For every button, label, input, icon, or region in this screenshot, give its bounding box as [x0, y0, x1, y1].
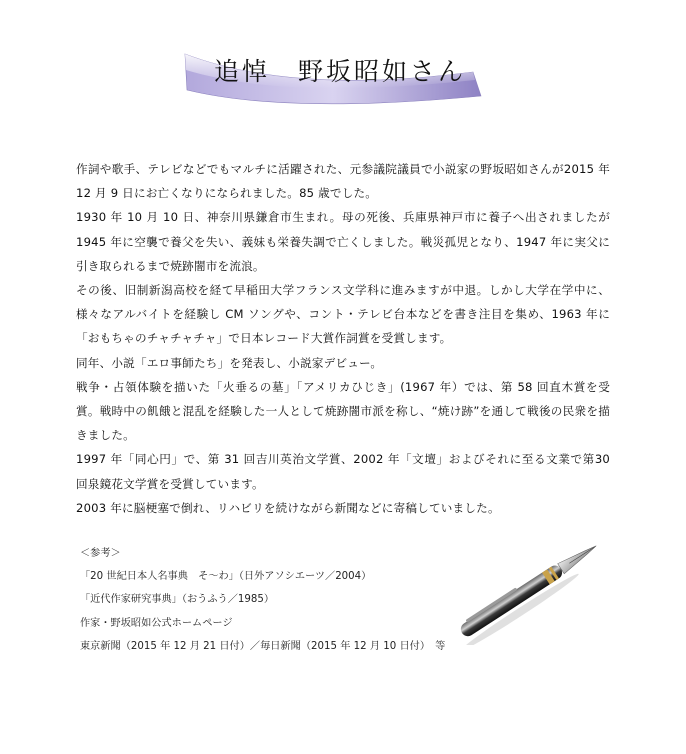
reference-item: 「近代作家研究事典」（おうふう／1985） — [80, 594, 275, 606]
references-section — [80, 542, 445, 658]
paragraph: 作詞や歌手、テレビなどでもマルチに活躍された、元参議院議員で小説家の野坂昭如さんが2015 年 12 月 9 日にお亡くなりになられました。85 歳でした。 — [76, 162, 610, 201]
paragraph: 1930 年 10 月 10 日、神奈川県鎌倉市生まれ。母の死後、兵庫県神戸市に養子へ出されましたが 1945 年に空襲で養父を失い、義妹も栄養失調で亡くしました。戦災孤児となり、1947 年に実父に引き取られるまで焼跡闇市を流浪。 — [76, 210, 610, 273]
article-body — [76, 157, 610, 520]
page-title: 追悼 野坂昭如さん — [214, 57, 467, 86]
paragraph: 1997 年「同心円」で、第 31 回吉川英治文学賞、2002 年「文壇」およびそれに至る文業で第30 回泉鏡花文学賞を受賞しています。 — [76, 452, 610, 491]
reference-item: 作家・野坂昭如公式ホームページ — [80, 617, 233, 629]
paragraph: 2003 年に脳梗塞で倒れ、リハビリを続けながら新聞などに寄稿していました。 — [76, 500, 500, 515]
paragraph: 戦争・占領体験を描いた「火垂るの墓」「アメリカひじき」(1967 年）では、第 58 回直木賞を受賞。戦時中の飢餓と混乱を経験した一人として焼跡闇市派を称し、“焼け跡”を通して戦後の民衆を描きました。 — [76, 379, 610, 443]
reference-item: 東京新聞（2015 年 12 月 21 日付）／毎日新聞（2015 年 12 月 10 日付） 等 — [80, 640, 446, 652]
references-heading: ＜参考＞ — [80, 548, 121, 559]
fountain-pen-icon — [450, 515, 630, 649]
paragraph: その後、旧制新潟高校を経て早稲田大学フランス文学科に進みますが中退。しかし大学在学中に、様々なアルバイトを経験し CM ソングや、コント・テレビ台本などを書き注目を集め、1963 年に「おもちゃのチャチャチャ」で日本レコード大賞作詞賞を受賞します。 — [76, 283, 610, 346]
reference-item: 「20 世紀日本人名事典 そ〜わ」（日外アソシエーツ／2004） — [80, 571, 372, 583]
paragraph: 同年、小説「エロ事師たち」を発表し、小説家デビュー。 — [76, 355, 383, 370]
